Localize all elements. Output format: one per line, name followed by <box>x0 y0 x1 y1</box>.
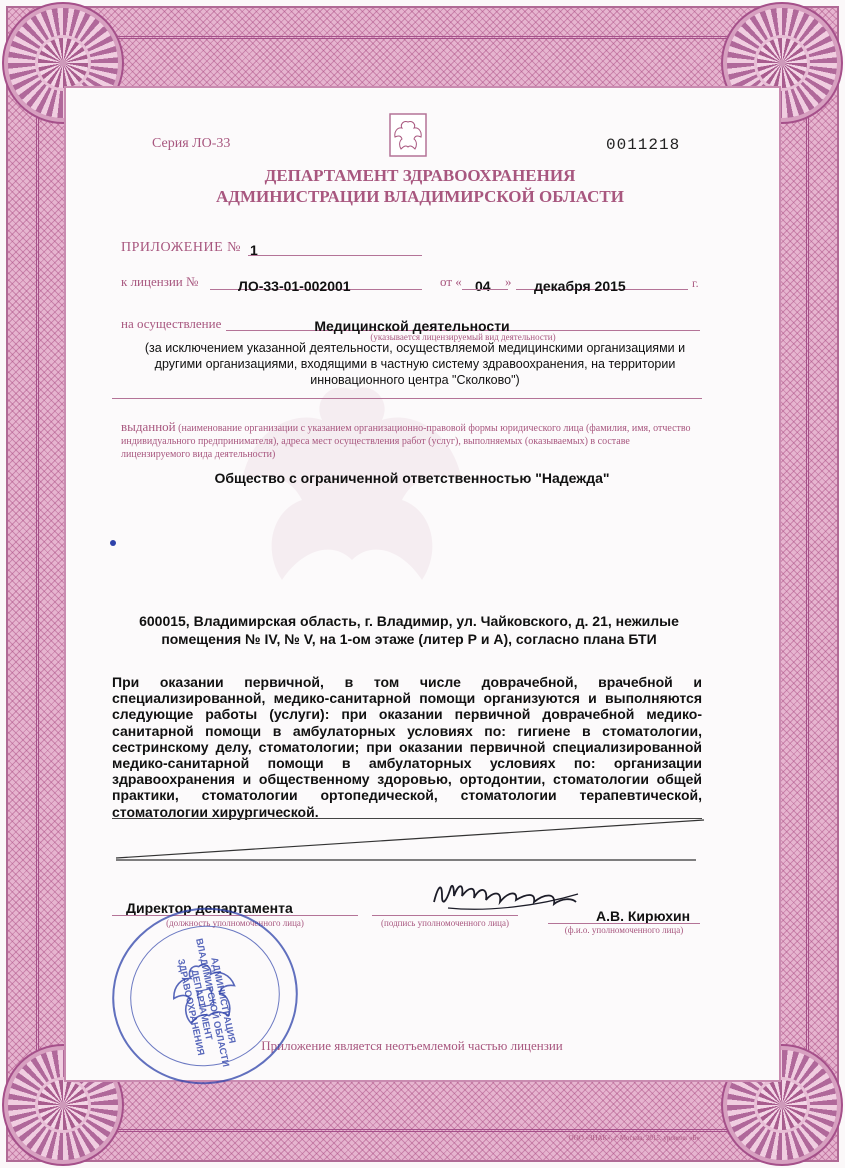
signer-position: Директор департамента <box>126 900 293 916</box>
activity-caption: (указывается лицензируемый вид деятельности) <box>370 332 556 342</box>
license-month-year: декабря 2015 <box>534 278 626 294</box>
appendix-number-line <box>248 255 422 256</box>
stamp-text: АДМИНИСТРАЦИЯ ВЛАДИМИРСКОЙ ОБЛАСТИ ДЕПАРТАМЕНТ ЗДРАВООХРАНЕНИЯ <box>174 937 238 1068</box>
department-title-line2: АДМИНИСТРАЦИИ ВЛАДИМИРСКОЙ ОБЛАСТИ <box>216 187 624 206</box>
services-text: При оказании первичной, в том числе доврачебной, врачебной и специализированной, медико-санитарной помощи организуются и выполняются следующие работы (услуги): при оказании первичной доврачебной медико-санитарной помощи в амбулаторных условиях по: гигиене в стоматологии, сестринскому делу, стоматологии; при оказании первичной специализированной медико-санитарной помощи в амбулаторных условиях по: организации здравоохранения и общественному здоровью, ортодонтии, стоматологии общей практики, стоматологии ортопедической, стоматологии терапевтической, стоматологии хирургической. <box>112 674 702 820</box>
activity-title: Медицинской деятельности <box>314 318 510 334</box>
license-label: к лицензии № <box>121 274 199 289</box>
license-number: ЛО-33-01-002001 <box>238 278 351 294</box>
series-label: Серия ЛО-33 <box>152 136 231 151</box>
form-number: 0011218 <box>606 136 681 154</box>
handwritten-signature-icon <box>428 872 580 916</box>
license-date-quote: » <box>505 274 512 289</box>
license-day-line <box>462 289 508 290</box>
license-date-label: от « <box>440 274 462 289</box>
strike-through-line <box>110 812 710 866</box>
footer-note: Приложение является неотъемлемой частью лицензии <box>261 1038 563 1053</box>
emblem-icon <box>388 112 428 158</box>
position-caption: (должность уполномоченного лица) <box>166 918 304 928</box>
license-year-suffix: г. <box>692 276 699 290</box>
activity-label: на осуществление <box>121 316 222 331</box>
signer-name: А.В. Кирюхин <box>596 908 691 924</box>
issued-label: выданной <box>121 419 176 434</box>
issued-block <box>121 420 701 461</box>
organization-name: Общество с ограниченной ответственностью "Надежда" <box>214 470 610 486</box>
name-caption: (ф.и.о. уполномоченного лица) <box>564 925 684 935</box>
ink-dot <box>110 540 116 546</box>
activity-end-line <box>112 398 702 399</box>
appendix-number: 1 <box>250 242 258 258</box>
name-line <box>548 923 700 924</box>
issued-caption: (наименование организации с указанием организационно-правовой формы юридического лица (фамилия, имя, отчество индивидуального предпринимателя), адреса мест осуществления работ (услуг), выполняемых (оказываемых) в составе лицензируемого вида деятельности) <box>121 423 691 460</box>
signature-caption: (подпись уполномоченного лица) <box>381 918 509 928</box>
activity-details: (за исключением указанной деятельности, осуществляемой медицинскими организациями и другими организациями, входящими в частную систему здравоохранения, на территории инновационного центра "Сколково") <box>144 341 686 387</box>
department-title-line1: ДЕПАРТАМЕНТ ЗДРАВООХРАНЕНИЯ <box>264 166 576 185</box>
print-code: ООО «ЗНАК», г. Москва, 2015, уровень «Б» <box>568 1134 700 1142</box>
signature-line <box>372 915 518 916</box>
license-day: 04 <box>475 278 491 294</box>
appendix-label: ПРИЛОЖЕНИЕ № <box>121 240 241 255</box>
address-text: 600015, Владимирская область, г. Владимир, ул. Чайковского, д. 21, нежилые помещения № IV, № V, на 1-ом этаже (литер Р и А), согласно плана БТИ <box>139 613 679 647</box>
